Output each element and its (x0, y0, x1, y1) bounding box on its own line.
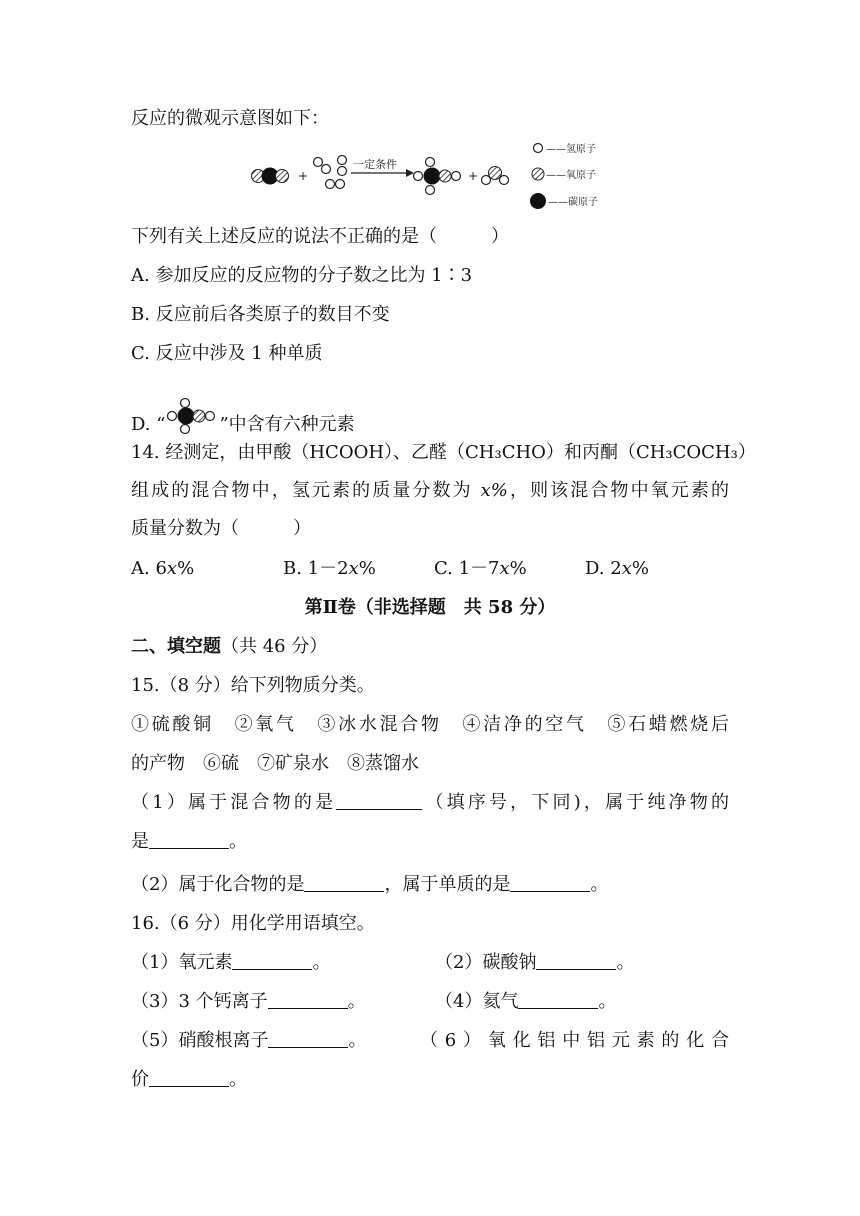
q13-option-d (131, 398, 355, 437)
q16-sub-5: （5）硝酸根离子 。 (131, 1030, 367, 1051)
legend-oxygen-icon (532, 168, 544, 180)
q14-option-b: B. 1－2x% (283, 558, 376, 579)
q14-line-3: 质量分数为（ ） (131, 518, 311, 539)
plus-sign-1: + (298, 169, 309, 183)
part-2-score: （共 46 分） (221, 636, 328, 657)
q15-sub-2: （2）属于化合物的是 ，属于单质的是 。 (131, 874, 609, 895)
q16-sub-6-cont: 价 。 (131, 1069, 247, 1090)
q16-sub-3: （3）3 个钙离子 。 (131, 991, 366, 1012)
q14-line-2-part-a: 组成的混合物中，氢元素的质量分数为 (131, 480, 481, 501)
product-methanol-molecule (414, 158, 461, 195)
arrow-condition-label: 一定条件 (353, 158, 397, 171)
q16-sub-4: （4）氦气 。 (435, 991, 617, 1012)
q16-answer-blank-1[interactable] (232, 951, 312, 970)
legend (530, 142, 598, 209)
q16-sub-6: （6）氧化铝中铝元素的化合 (420, 1030, 729, 1051)
q14-option-a: A. 6x% (131, 558, 195, 579)
legend-hydrogen-icon (534, 144, 543, 153)
q15-sub-1-text-a: （1）属于混合物的是 (131, 792, 337, 813)
q14-line-1: 14. 经测定，由甲酸（HCOOH）、乙醛（CH₃CHO）和丙酮（CH₃COCH₃） (131, 442, 756, 463)
q15-items-line-1: ①硫酸铜 ②氧气 ③冰水混合物 ④洁净的空气 ⑤石蜡燃烧后 (131, 714, 729, 735)
q15-answer-blank-1[interactable] (336, 791, 422, 810)
legend-carbon-label: ——碳原子 (548, 197, 598, 208)
q13-option-c: C. 反应中涉及 1 种单质 (131, 343, 323, 364)
q14-line-2 (131, 479, 729, 503)
legend-oxygen-label: ——氧原子 (546, 170, 596, 181)
q16-answer-blank-4[interactable] (518, 990, 598, 1009)
q16-answer-blank-5[interactable] (268, 1029, 348, 1048)
q16-sub-2: （2）碳酸钠 。 (435, 952, 635, 973)
reactant-hydrogen-molecules (314, 156, 347, 189)
q13-option-d-suffix: ”中含有六种元素 (219, 414, 355, 435)
q16-stem: 16.（6 分）用化学用语填空。 (131, 913, 375, 934)
q15-sub-1-cont: 是 。 (131, 831, 247, 852)
q13-option-b: B. 反应前后各类原子的数目不变 (131, 304, 390, 325)
q15-sub-2-text-a: （2）属于化合物的是 (131, 874, 305, 895)
q16-answer-blank-6[interactable] (149, 1068, 229, 1087)
part-2-heading (131, 635, 327, 659)
plus-sign-2: + (468, 169, 479, 183)
methanol-molecule-icon (165, 398, 219, 434)
q14-option-c: C. 1－7x% (434, 558, 527, 579)
q13-stem: 下列有关上述反应的说法不正确的是（ ） (131, 226, 509, 247)
q14-variable: x% (480, 480, 508, 501)
q15-answer-blank-3[interactable] (304, 873, 384, 892)
q15-stem: 15.（8 分）给下列物质分类。 (131, 675, 375, 696)
q15-sub-1-text-b: （填序号，下同)，属于纯净物的 (422, 792, 729, 813)
q13-intro: 反应的微观示意图如下： (131, 108, 329, 129)
product-water-molecule (482, 167, 509, 185)
q13-option-d-prefix: D. “ (131, 414, 166, 435)
q15-answer-blank-4[interactable] (510, 873, 590, 892)
q15-sub-2-text-b: ，属于单质的是 (384, 874, 511, 895)
arrow-head (406, 169, 414, 177)
q13-option-a: A. 参加反应的反应物的分子数之比为 1∶3 (131, 265, 473, 286)
q16-answer-blank-3[interactable] (268, 990, 348, 1009)
legend-carbon-icon (530, 193, 546, 209)
q14-line-2-part-b: ，则该混合物中氧元素的 (507, 480, 729, 501)
q16-sub-1: （1）氧元素 。 (131, 952, 331, 973)
legend-hydrogen-label: ——氢原子 (546, 144, 596, 155)
q16-answer-blank-2[interactable] (536, 951, 616, 970)
q15-sub-1 (131, 791, 729, 815)
q15-sub-1-text-c: 是 (131, 831, 149, 852)
q14-option-d: D. 2x% (585, 558, 649, 579)
section-2-title: 第Ⅱ卷（非选择题 共 58 分） (304, 597, 556, 618)
reaction-diagram (246, 140, 626, 216)
part-2-title: 二、填空题 (131, 636, 221, 657)
q15-answer-blank-2[interactable] (149, 830, 229, 849)
reactant-co2-molecule (252, 168, 289, 185)
q15-items-line-2: 的产物 ⑥硫 ⑦矿泉水 ⑧蒸馏水 (131, 753, 419, 774)
